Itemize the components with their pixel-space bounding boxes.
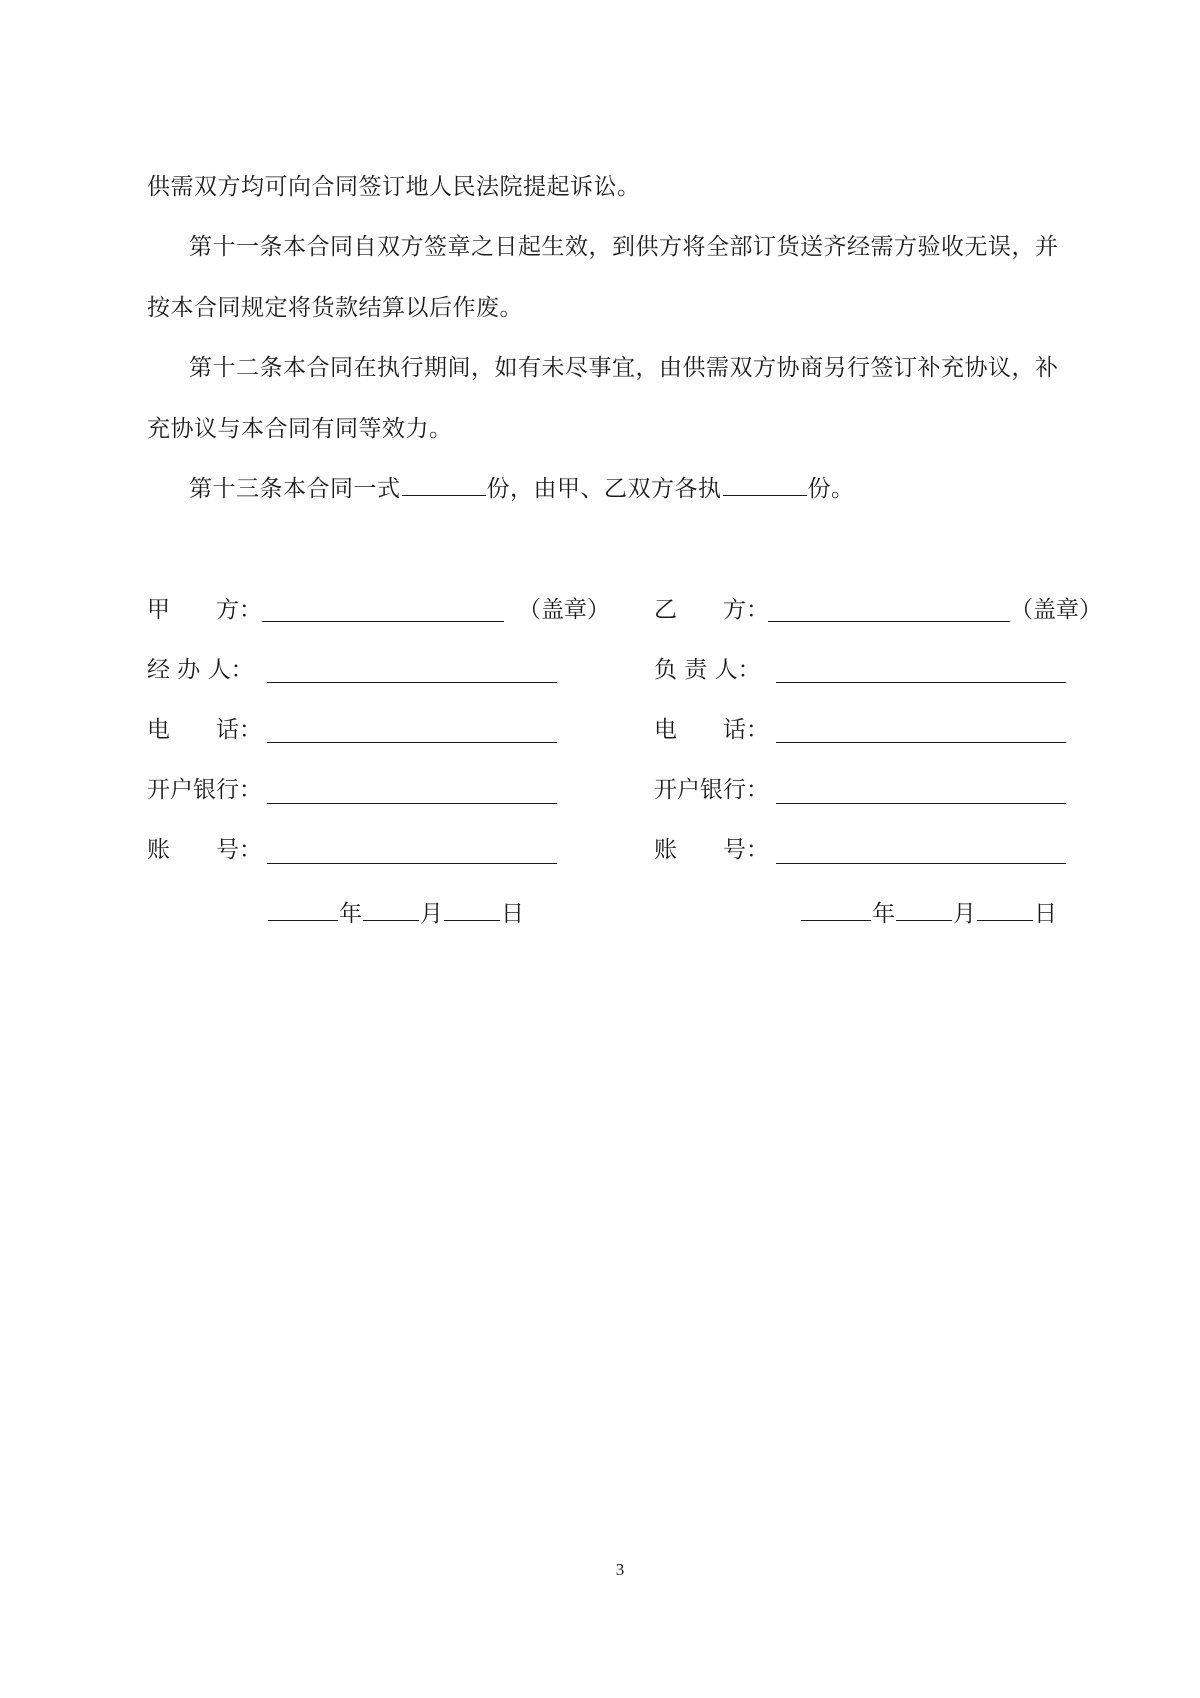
copies-each-blank[interactable] — [723, 473, 807, 496]
clause-11-line-2: 按本合同规定将货款结算以后作废。 — [147, 295, 523, 321]
party-b-account-field[interactable] — [776, 863, 1066, 864]
party-b-seal-label: （盖章） — [1010, 597, 1102, 623]
party-a-date — [267, 896, 524, 929]
paragraph-line: 供需双方均可向合同签订地人民法院提起诉讼。 — [147, 174, 641, 200]
party-b-year-field[interactable] — [801, 896, 871, 921]
clause-11-line-1: 第十一条本合同自双方签章之日起生效，到供方将全部订货送齐经需方验收无误，并 — [189, 234, 1059, 260]
party-b-manager-field[interactable] — [776, 682, 1066, 683]
party-b-day-field[interactable] — [977, 896, 1033, 921]
party-a-bank-label: 开户银行： — [147, 777, 262, 803]
clause-13-text-3: 份。 — [807, 476, 855, 502]
month-label: 月 — [420, 901, 443, 927]
page-number: 3 — [615, 1560, 625, 1579]
clause-12-line-2: 充协议与本合同有同等效力。 — [147, 416, 453, 442]
party-a-month-field[interactable] — [363, 896, 419, 921]
party-b-manager-label: 负 责 人： — [654, 657, 761, 683]
party-b-phone-label: 电 话： — [654, 717, 769, 743]
clause-12-line-1: 第十二条本合同在执行期间，如有未尽事宜，由供需双方协商另行签订补充协议，补 — [189, 355, 1059, 381]
day-label: 日 — [1034, 901, 1057, 927]
party-a-day-field[interactable] — [444, 896, 500, 921]
party-a-account-field[interactable] — [267, 863, 557, 864]
clause-13-line — [147, 473, 1099, 505]
party-b-bank-field[interactable] — [776, 803, 1066, 804]
party-a-phone-field[interactable] — [267, 742, 557, 743]
clause-13-text-1: 第十三条本合同一式 — [189, 476, 401, 502]
party-b-phone-field[interactable] — [776, 742, 1066, 743]
party-a-account-label: 账 号： — [147, 837, 262, 863]
party-b-date — [800, 896, 1057, 929]
month-label: 月 — [953, 901, 976, 927]
party-a-agent-label: 经 办 人： — [147, 657, 254, 683]
party-a-bank-field[interactable] — [267, 803, 557, 804]
day-label: 日 — [501, 901, 524, 927]
party-b-bank-label: 开户银行： — [654, 777, 769, 803]
year-label: 年 — [872, 901, 895, 927]
year-label: 年 — [339, 901, 362, 927]
clause-13-text-2: 份，由甲、乙双方各执 — [486, 476, 722, 502]
party-a-name-field[interactable] — [262, 621, 504, 622]
copies-total-blank[interactable] — [402, 473, 486, 496]
party-a-seal-label: （盖章） — [518, 597, 610, 623]
party-a-phone-label: 电 话： — [147, 717, 262, 743]
party-b-label: 乙 方： — [654, 597, 769, 623]
party-a-agent-field[interactable] — [267, 682, 557, 683]
party-a-label: 甲 方： — [147, 597, 262, 623]
party-b-account-label: 账 号： — [654, 837, 769, 863]
party-a-year-field[interactable] — [268, 896, 338, 921]
party-b-name-field[interactable] — [768, 621, 1010, 622]
party-b-month-field[interactable] — [896, 896, 952, 921]
